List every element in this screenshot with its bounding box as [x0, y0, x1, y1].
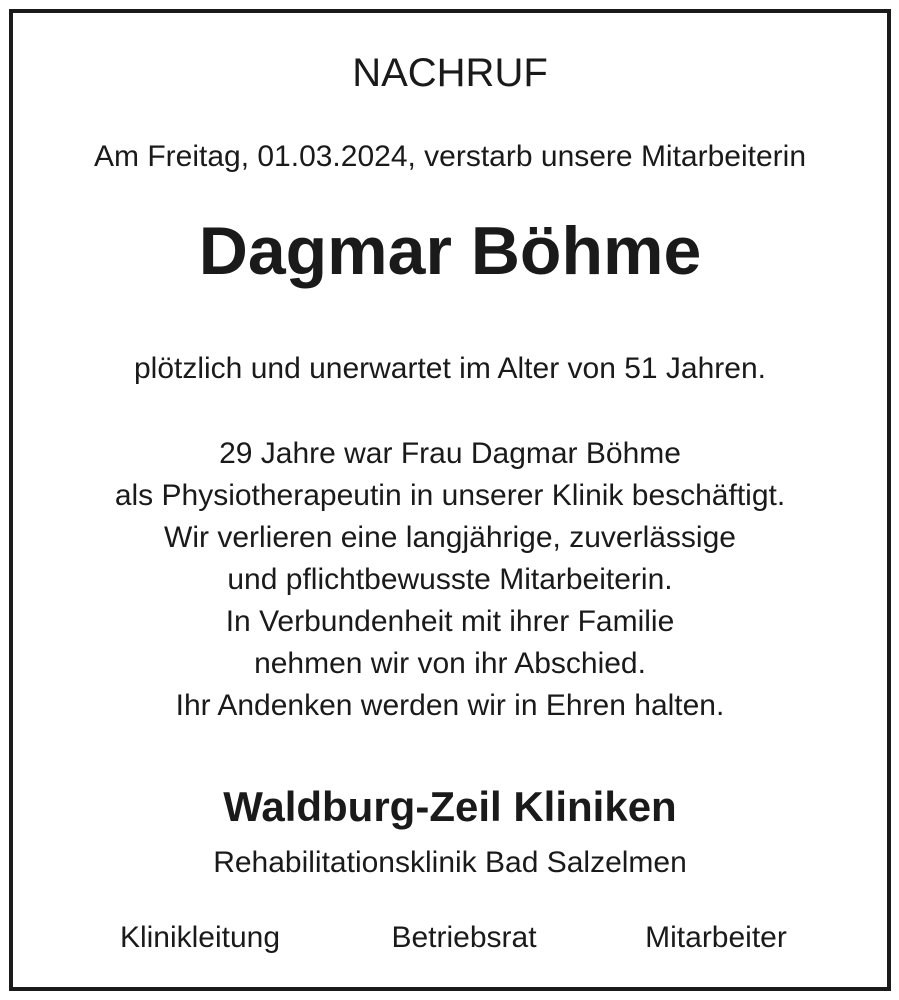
- tribute-line: Ihr Andenken werden wir in Ehren halten.: [175, 689, 725, 722]
- organization-name: Waldburg-Zeil Kliniken: [223, 783, 677, 830]
- tribute-line: In Verbundenheit mit ihrer Familie: [225, 605, 675, 638]
- age-line: plötzlich und unerwartet im Alter von 51 Jahren.: [133, 352, 766, 385]
- notice-heading: NACHRUF: [352, 51, 548, 95]
- organization-subtitle: Rehabilitationsklinik Bad Salzelmen: [213, 846, 687, 879]
- tribute-line: 29 Jahre war Frau Dagmar Böhme: [219, 437, 681, 470]
- tribute-line: Wir verlieren eine langjährige, zuverlässige: [164, 521, 736, 554]
- tribute-line: und pflichtbewusste Mitarbeiterin.: [227, 563, 673, 596]
- signature-works-council: Betriebsrat: [391, 921, 537, 954]
- tribute-line: nehmen wir von ihr Abschied.: [254, 647, 646, 680]
- signature-staff: Mitarbeiter: [645, 921, 787, 954]
- tribute-text: [13, 433, 887, 727]
- obituary-frame: [9, 9, 891, 991]
- signature-clinic-management: Klinikleitung: [119, 921, 281, 954]
- deceased-name: Dagmar Böhme: [198, 213, 702, 289]
- tribute-line: als Physiotherapeutin in unserer Klinik beschäftigt.: [114, 479, 786, 512]
- notice-intro: Am Freitag, 01.03.2024, verstarb unsere Mitarbeiterin: [93, 140, 807, 173]
